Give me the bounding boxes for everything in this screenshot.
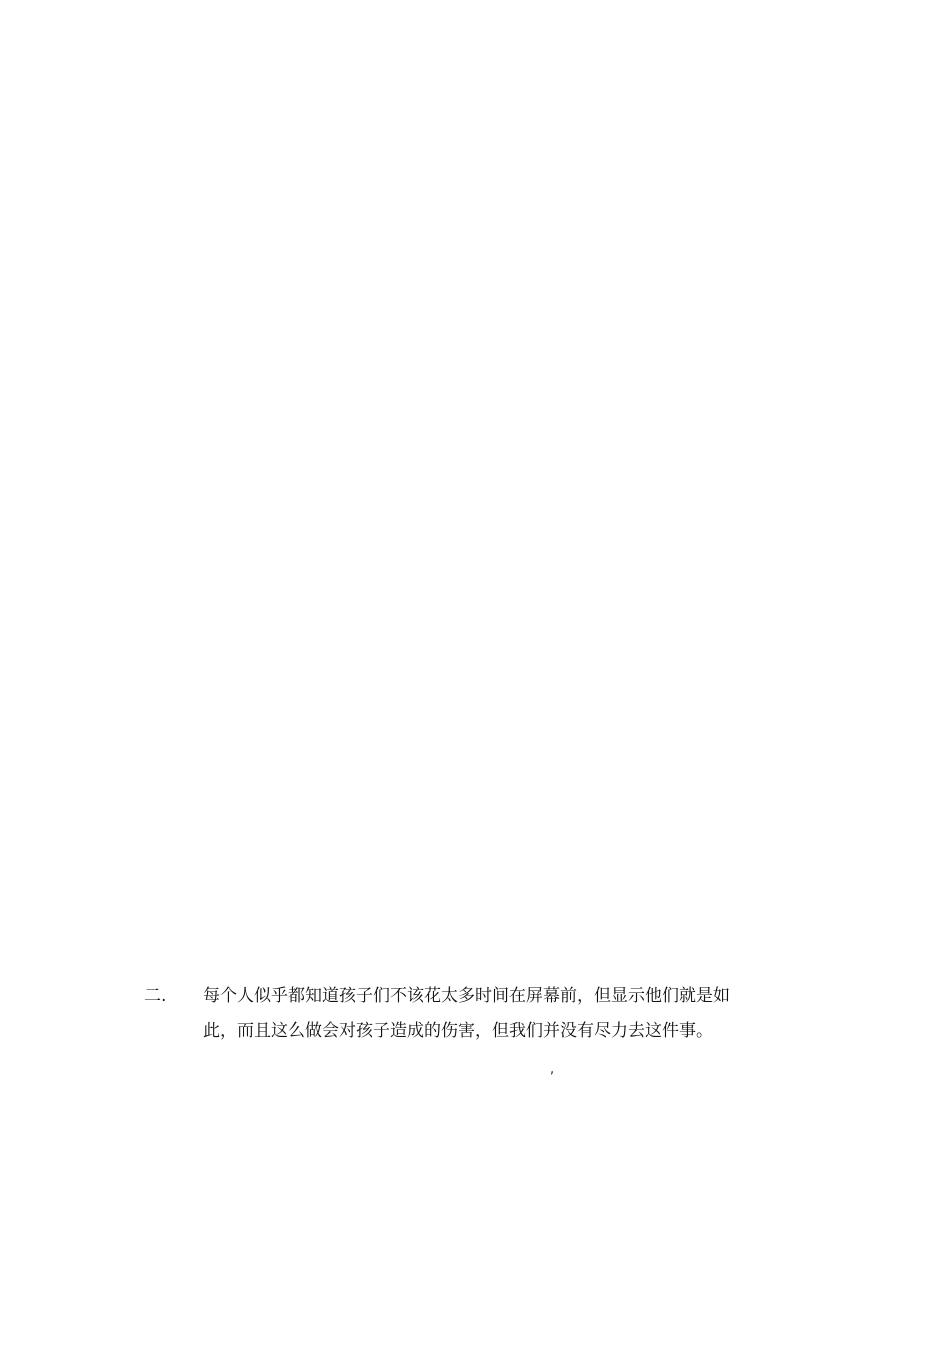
text-line — [0, 798, 950, 818]
text-line — [0, 536, 950, 556]
text-line — [0, 311, 950, 331]
text-line — [0, 648, 950, 668]
text-segment: , — [550, 1062, 556, 1077]
text-line — [0, 723, 950, 743]
text-line — [0, 161, 950, 181]
text-line — [0, 835, 950, 855]
text-line — [0, 461, 950, 481]
text-line — [0, 1060, 950, 1080]
text-line — [0, 199, 950, 219]
text-line — [0, 1172, 950, 1192]
text-line — [0, 274, 950, 294]
text-line — [0, 872, 950, 892]
text-line — [0, 611, 950, 631]
text-line — [0, 573, 950, 593]
text-line — [0, 124, 950, 144]
text-line — [0, 237, 950, 257]
text-line — [0, 1098, 950, 1118]
text-line — [0, 947, 950, 967]
section-number: 二. — [144, 986, 167, 1006]
text-line — [0, 424, 950, 444]
text-line — [0, 686, 950, 706]
text-line — [0, 909, 950, 929]
text-line — [0, 760, 950, 780]
text-line — [0, 348, 950, 368]
text-line — [0, 1134, 950, 1154]
section-heading-line-1: 每个人似乎都知道孩子们不该花太多时间在屏幕前，但显示他们就是如 — [203, 986, 730, 1006]
text-line — [0, 386, 950, 406]
text-line — [0, 498, 950, 518]
section-heading-line-2: 此，而且这么做会对孩子造成的伤害，但我们并没有尽力去这件事。 — [203, 1021, 713, 1041]
